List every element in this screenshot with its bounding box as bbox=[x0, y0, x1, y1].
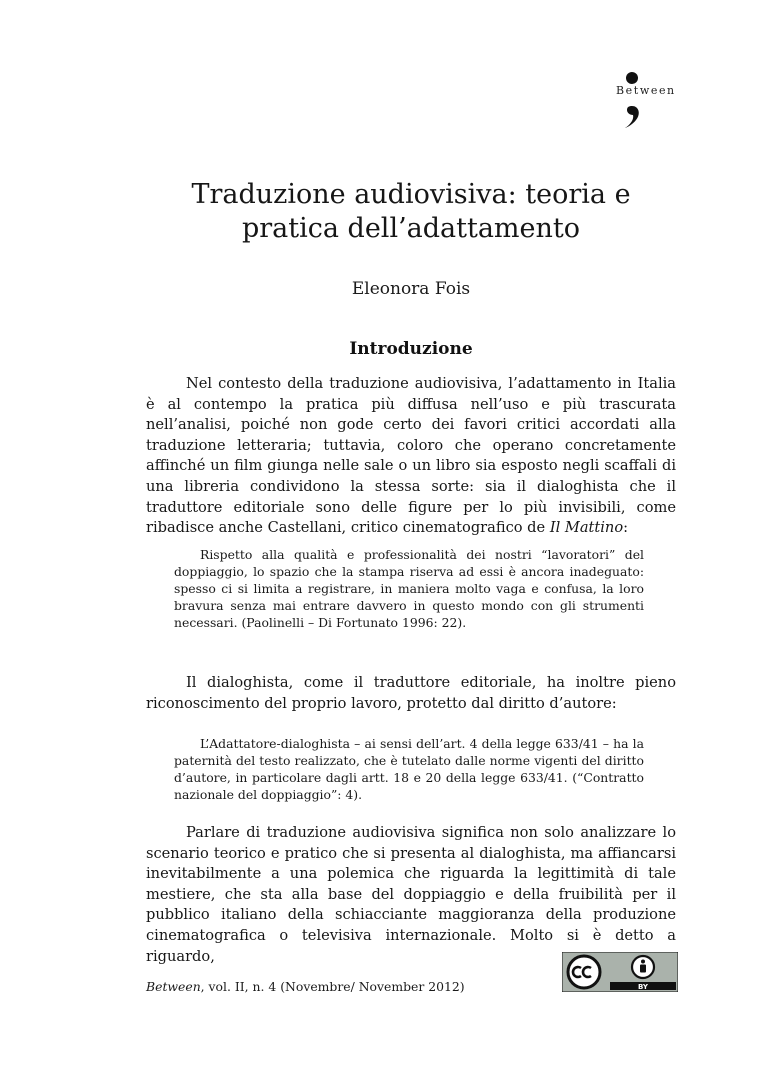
paragraph-3: Parlare di traduzione audiovisiva significa non solo analizzare lo scenario teorico e pratico che si presenta al dialoghista, ma affiancarsi inevitabilmente a una polemica che riguarda la legittimità di tale mestiere, che sta alla base del doppiaggio e della fruibilità per il pubblico italiano della schiacciante maggioranza della produzione cinematografica o televisiva internazionale. Molto si è detto a riguardo, bbox=[146, 824, 676, 965]
between-logo bbox=[608, 70, 688, 132]
title-line-2: pratica dell’adattamento bbox=[241, 213, 581, 244]
creative-commons-icon bbox=[568, 956, 600, 988]
logo-swirl-icon bbox=[608, 70, 688, 132]
cc-by-label: BY bbox=[637, 983, 649, 991]
section-heading: Introduzione bbox=[349, 339, 473, 359]
author-name: Eleonora Fois bbox=[351, 279, 471, 299]
paragraph-1 bbox=[146, 374, 676, 539]
journal-name: Between bbox=[146, 979, 201, 994]
paragraph-1-italic: Il Mattino bbox=[549, 519, 624, 537]
block-quote-2: L’Adattatore-dialoghista – ai sensi dell’art. 4 della legge 633/41 – ha la paternità del testo realizzato, che è tutelato dalle norme vigenti del diritto d’autore, in particolare dagli artt. 18 e 20 della legge 633/41. (“Contratto nazionale del doppiaggio”: 4). bbox=[174, 736, 644, 802]
cc-license-badge[interactable] bbox=[562, 952, 678, 992]
paragraph-2: Il dialoghista, come il traduttore editoriale, ha inoltre pieno riconoscimento del proprio lavoro, protetto dal diritto d’autore: bbox=[146, 674, 676, 712]
article-title bbox=[146, 178, 676, 246]
citation-text: , vol. II, n. 4 (Novembre/ November 2012) bbox=[200, 979, 465, 994]
paragraph-1-text: Nel contesto della traduzione audiovisiva, l’adattamento in Italia è al contempo la pratica più diffusa nell’uso e più trascurata nell’analisi, poiché non gode certo dei favori critici accordati alla traduzione letteraria; tuttavia, coloro che operano concretamente affinché un film giunga nelle sale o un libro sia esposto negli scaffali di una libreria condividono la stessa sorte: sia il dialoghista che il traduttore editoriale sono delle figure per lo più invisibili, come ribadisce anche Castellani, critico cinematografico de bbox=[146, 375, 676, 537]
footer-citation bbox=[146, 979, 465, 994]
logo-text: Between bbox=[616, 84, 676, 97]
paragraph-1-end: : bbox=[623, 519, 629, 537]
block-quote-1: Rispetto alla qualità e professionalità dei nostri “lavoratori” del doppiaggio, lo spazio che la stampa riserva ad essi è ancora inadeguato: spesso ci si limita a registrare, in maniera molto vaga e confusa, la loro bravura senza mai entrare davvero in questo mondo con gli strumenti necessari. (Paolinelli – Di Fortunato 1996: 22). bbox=[174, 547, 644, 630]
title-line-1: Traduzione audiovisiva: teoria e bbox=[191, 179, 631, 210]
attribution-icon bbox=[632, 956, 654, 978]
